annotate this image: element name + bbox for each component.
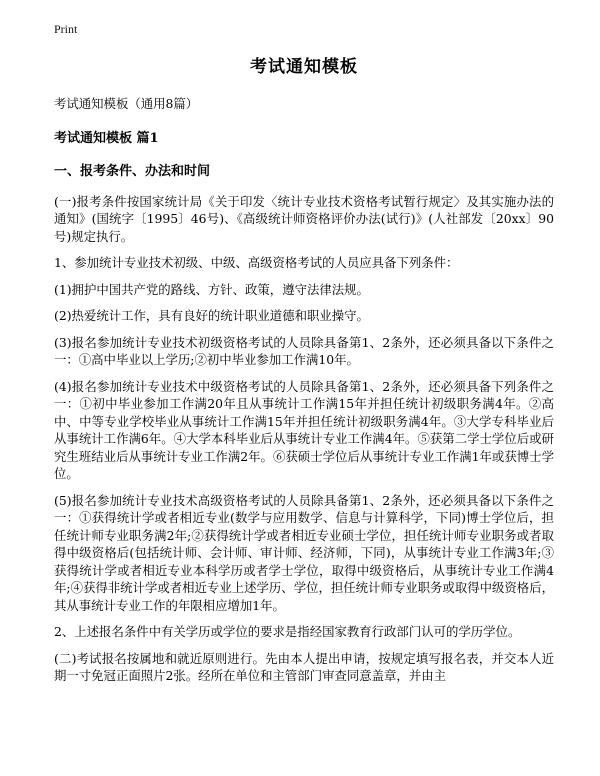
paragraph-7: (5)报名参加统计专业技术高级资格考试的人员除具备第1、2条外，还必须具备以下条件之一：①获得统计学或者相近专业(数学与应用数学、信息与计算科学，下同)博士学位后，担任统计师专业职务满2年;②获得统计学或者相近专业硕士学位，担任统计师专业职务或者取得中级资格后(包括统计师、会计师、审计师、经济师，下同)，从事统计专业工作满3年;③获得统计学或者相近专业本科学历或者学士学位，取得中级资格后，从事统计专业工作满4年;④获得非统计学或者相近专业上述学历、学位，担任统计师专业职务或取得中级资格后，其从事统计专业工作的年限相应增加1年。 <box>54 492 554 613</box>
paragraph-5: (3)报名参加统计专业技术初级资格考试的人员除具备第1、2条外，还必须具备以下条件之一：①高中毕业以上学历;②初中毕业参加工作满10年。 <box>54 334 554 367</box>
paragraph-8: 2、上述报名条件中有关学历或学位的要求是指经国家教育行政部门认可的学历学位。 <box>54 624 521 639</box>
section-heading: 考试通知模板 篇1 <box>54 130 159 146</box>
print-label: Print <box>54 22 78 36</box>
document-subtitle: 考试通知模板（通用8篇） <box>54 96 199 111</box>
paragraph-6: (4)报名参加统计专业技术中级资格考试的人员除具备第1、2条外，还必须具备下列条件之一：①初中毕业参加工作满20年且从事统计工作满15年并担任统计初级职务满4年。②高中、中等专业学校毕业从事统计工作满15年并担任统计初级职务满4年。③大学专科毕业后从事统计工作满6年。④大学本科毕业后从事统计专业工作满4年。⑤获第二学士学位后或研究生班结业后从事统计专业工作满2年。⑥获硕士学位后从事统计专业工作满1年或获博士学位。 <box>54 378 554 481</box>
paragraph-3: (1)拥护中国共产党的路线、方针、政策，遵守法律法规。 <box>54 281 369 297</box>
part-heading: 一、报考条件、办法和时间 <box>54 163 211 179</box>
paragraph-2: 1、参加统计专业技术初级、中级、高级资格考试的人员应具备下列条件： <box>54 255 459 270</box>
paragraph-9: (二)考试报名按属地和就近原则进行。先由本人提出申请，按规定填写报名表，并交本人近期一寸免冠正面照片2张。经所在单位和主管部门审查同意盖章，并由主 <box>54 650 554 683</box>
paragraph-1: (一)报考条件按国家统计局《关于印发〈统计专业技术资格考试暂行规定〉及其实施办法的通知》(国统字〔1995〕46号)、《高级统计师资格评价办法(试行)》(人社部发〔20xx〕90号)规定执行。 <box>54 193 554 244</box>
paragraph-4: (2)热爱统计工作，具有良好的统计职业道德和职业操守。 <box>54 308 369 323</box>
document-body <box>54 52 554 694</box>
document-title: 考试通知模板 <box>250 57 358 77</box>
